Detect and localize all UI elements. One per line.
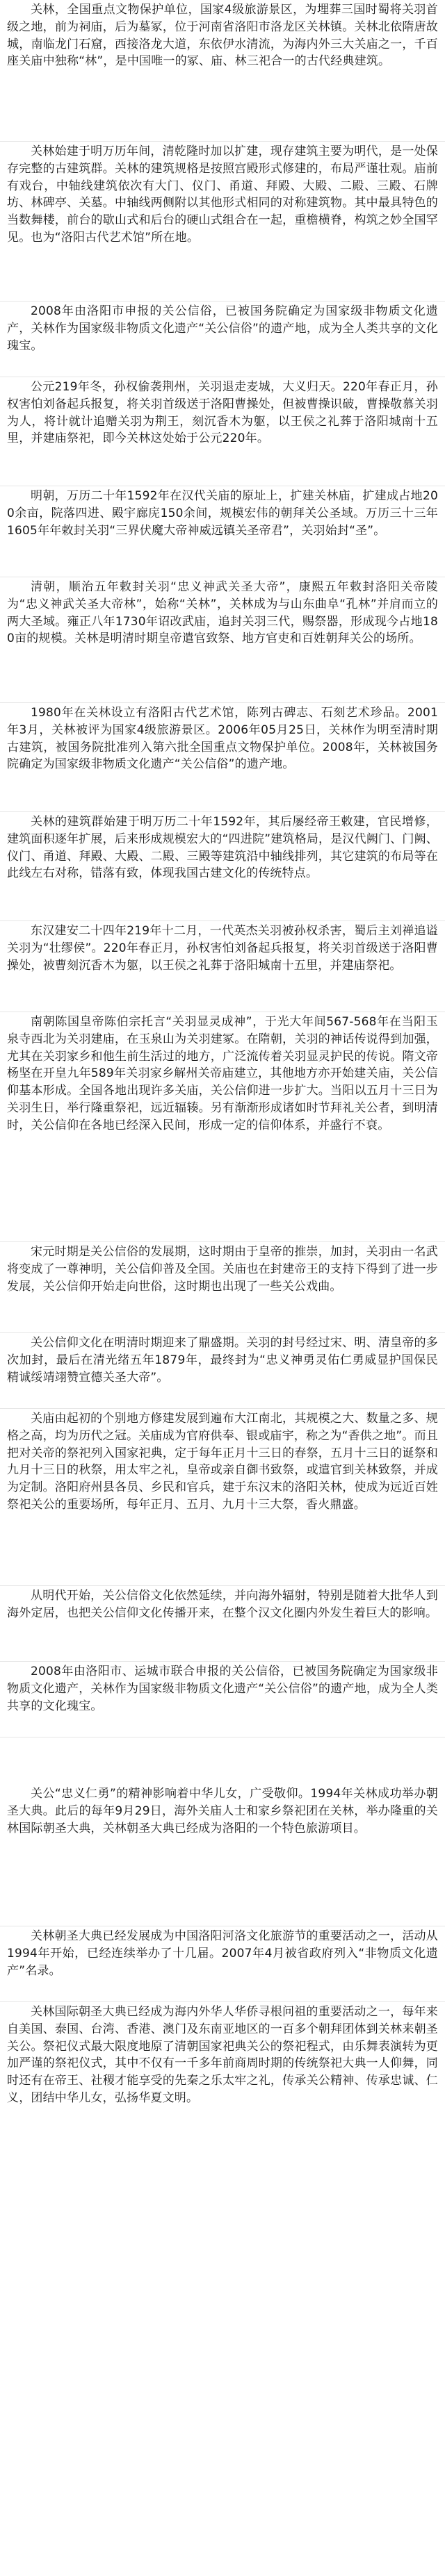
paragraph-8: 关林的建筑群始建于明万历二十年1592年，其后屡经帝王敕建，官民增修，建筑面积逐年扩展，后来形成规模宏大的“四进院”建筑格局，是汉代阙门、门阙、仪门、甬道、拜殿、大殿、二殿、三殿等建筑沿中轴线排列，其它建筑的布局等在此线左右对称，错落有致，体现我国古建文化的传统特点。 <box>7 815 438 881</box>
divider <box>0 1241 445 1242</box>
divider <box>0 301 445 302</box>
divider <box>0 811 445 812</box>
paragraph-16: 关公“忠义仁勇”的精神影响着中华儿女，广受敬仰。1994年关林成功举办朝圣大典。此后的每年9月29日，海外关庙人士和家乡祭祀团在关林，举办隆重的关林国际朝圣大典，关林朝圣大典已经成为洛阳的一个特色旅游项目。 <box>7 1787 438 1835</box>
paragraph-13: 关庙由起初的个别地方修建发展到遍布大江南北，其规模之大、数量之多、规格之高，均为历代之冠。关庙成为官府供奉、银或庙宇，称之为“香供之地”。而且把对关帝的祭祀列入国家祀典，定于每年正月十三日的春祭，五月十三日的诞祭和九月十三日的秋祭，用太牢之礼，皇帝或亲自御书致祭，或遣官到关林致祭，并成为定制。洛阳府州县各员、乡民和官兵，建于东汉末的洛阳关林，使成为远近百姓祭祀关公的重要场所，每年正月、五月、九月十三大祭，香火鼎盛。 <box>7 1412 438 1512</box>
paragraph-3: 2008年由洛阳市申报的关公信俗，已被国务院确定为国家级非物质文化遗产，关林作为国家级非物质文化遗产“关公信俗”的遗产地，成为全人类共享的文化瑰宝。 <box>7 304 438 353</box>
divider <box>0 1661 445 1662</box>
paragraph-18: 关林国际朝圣大典已经成为海内外华人华侨寻根问祖的重要活动之一，每年来自美国、泰国、台湾、香港、澳门及东南亚地区的一百多个朝拜团体到关林来朝圣关公。祭祀仪式最大限度地原了清朝国家祀典关公的祭祀程式，由乐舞表演转为更加严谨的祭祀仪式，其中不仅有一千多年前商周时期的传统祭祀大典一人仰舞，同时还有在帝王、社稷才能享受的先秦之乐太牢之礼，传承关公精神、传承忠诚、仁义，团结中华儿女，弘扬华夏文明。 <box>7 2005 438 2105</box>
divider <box>0 1585 445 1586</box>
paragraph-7: 1980年在关林设立有洛阳古代艺术馆，陈列古碑志、石刻艺术珍品。2001年3月，关林被评为国家4级旅游景区。2006年05月25日，关林作为明至清时期古建筑，被国务院批准列入第六批全国重点文物保护单位。2008年，关林被国务院确定为国家级非物质文化遗产“关公信俗”的遗产地。 <box>7 706 438 772</box>
paragraph-9: 东汉建安二十四年219年十二月，一代英杰关羽被孙权杀害，蜀后主刘禅追谥关羽为“壮缪侯”。220年春正月，孙权害怕刘备起兵报复，将关羽首级送于洛阳曹操处，被曹刻沉香木为躯，以王侯之礼葬于洛阳城南十五里，并建庙祭祀。 <box>7 924 438 973</box>
divider <box>0 2001 445 2002</box>
paragraph-17: 关林朝圣大典已经发展成为中国洛阳河洛文化旅游节的重要活动之一，活动从1994年开始，已经连续举办了十几届。2007年4月被省政府列入“非物质文化遗产”名录。 <box>7 1929 438 1978</box>
divider <box>0 1332 445 1333</box>
divider <box>0 141 445 142</box>
paragraph-5: 明朝，万历二十年1592年在汉代关庙的原址上，扩建关林庙，扩建成占地200余亩，院落四进、殿宇廊庑150余间，规模宏伟的朝拜关公圣域。万历三十三年1605年年敕封关羽“三界伏魔大帝神威远镇关圣帝君”，关羽始封“圣”。 <box>7 489 438 538</box>
paragraph-11: 宋元时期是关公信俗的发展期，这时期由于皇帝的推崇，加封，关羽由一名武将变成了一尊神明，关公信仰普及全国。关庙也在封建帝王的支持下得到了进一步发展，关公信仰开始走向世俗，这时期也出现了一些关公戏曲。 <box>7 1245 438 1294</box>
divider <box>0 702 445 703</box>
divider <box>0 920 445 921</box>
paragraph-4: 公元219年冬，孙权偷袭荆州，关羽退走麦城，大义归天。220年春正月，孙权害怕刘备起兵报复，将关羽首级送于洛阳曹操处，但被曹操识破，曹操敬慕关羽为人，将计就计追赠关羽为荆王，刻沉香木为躯，以王侯之礼葬于洛阳城南十五里，并建庙祭祀，即今关林这处始于公元220年。 <box>7 380 438 446</box>
paragraph-6: 清朝，顺治五年敕封关羽“忠义神武关圣大帝”，康熙五年敕封洛阳关帝陵为“忠义神武关圣大帝林”，始称“关林”，关林成为与山东曲阜“孔林”并肩而立的两大圣域。雍正八年1730年诏改武庙，追封关羽三代，赐祭器，形成现今占地180亩的规模。关林是明清时期皇帝遣官致祭、地方官吏和百姓朝拜关公的场所。 <box>7 580 438 646</box>
paragraph-12: 关公信仰文化在明清时期迎来了鼎盛期。关羽的封号经过宋、明、清皇帝的多次加封，最后在清光绪五年1879年，最终封为“忠义神勇灵佑仁勇威显护国保民精诚绥靖翊赞宣德关圣大帝”。 <box>7 1336 438 1385</box>
paragraph-15: 2008年由洛阳市、运城市联合申报的关公信俗，已被国务院确定为国家级非物质文化遗产，关林作为国家级非物质文化遗产“关公信俗”的遗产地，成为全人类共享的文化瑰宝。 <box>7 1665 438 1713</box>
paragraph-1: 关林，全国重点文物保护单位，国家4级旅游景区，为埋葬三国时蜀将关羽首级之地，前为祠庙，后为墓冢，位于河南省洛阳市洛龙区关林镇。关林北依隋唐故城，南临龙门石窟，西接洛龙大道，东依伊水清流，为海内外三大关庙之一，千百座关庙中独称“林”，是中国唯一的冢、庙、林三祀合一的古代经典建筑。 <box>7 3 438 69</box>
paragraph-14: 从明代开始，关公信俗文化依然延续，并向海外辐射，特别是随着大批华人到海外定居，也把关公信仰文化传播开来，在整个汉文化圈内外发生着巨大的影响。 <box>7 1589 438 1620</box>
paragraph-2: 关林始建于明万历年间，清乾隆时加以扩建，现存建筑主要为明代，是一处保存完整的古建筑群。关林的建筑规格是按照宫殿形式修建的，布局严谨壮观。庙前有戏台，中轴线建筑依次有大门、仪门、甬道、拜殿、大殿、二殿、三殿、石牌坊、林碑亭、关墓。中轴线两侧附以其他形式相同的对称建筑物。其中最具特色的当数舞楼，前台的歇山式和后台的硬山式组合在一起，重檐横脊，构筑之妙全国罕见。也为“洛阳古代艺术馆”所在地。 <box>7 145 438 245</box>
divider <box>0 1408 445 1409</box>
paragraph-10: 南朝陈国皇帝陈伯宗托言“关羽显灵成神”，于光大年间567-568年在当阳玉泉寺西北为关羽建庙，在玉泉山为关羽建冢。在隋朝，关羽的神话传说得到加强，尤其在关羽家乡和他生前生活过的地方，广泛流传着关羽显灵护民的传说。隋文帝杨坚在开皇九年589年关羽家乡解州关帝庙建立，其他地方亦开始建关庙，关公信仰基本形成。全国各地出现许多关庙，关公信仰进一步扩大。当阳以五月十三日为关羽生日，举行隆重祭祀，远近辐辏。另有渐渐形成诸如时节拜礼关公者，到明清时，关公信仰在各地已经深入民间，形成一定的信仰体系，并盛行不衰。 <box>7 1015 438 1132</box>
